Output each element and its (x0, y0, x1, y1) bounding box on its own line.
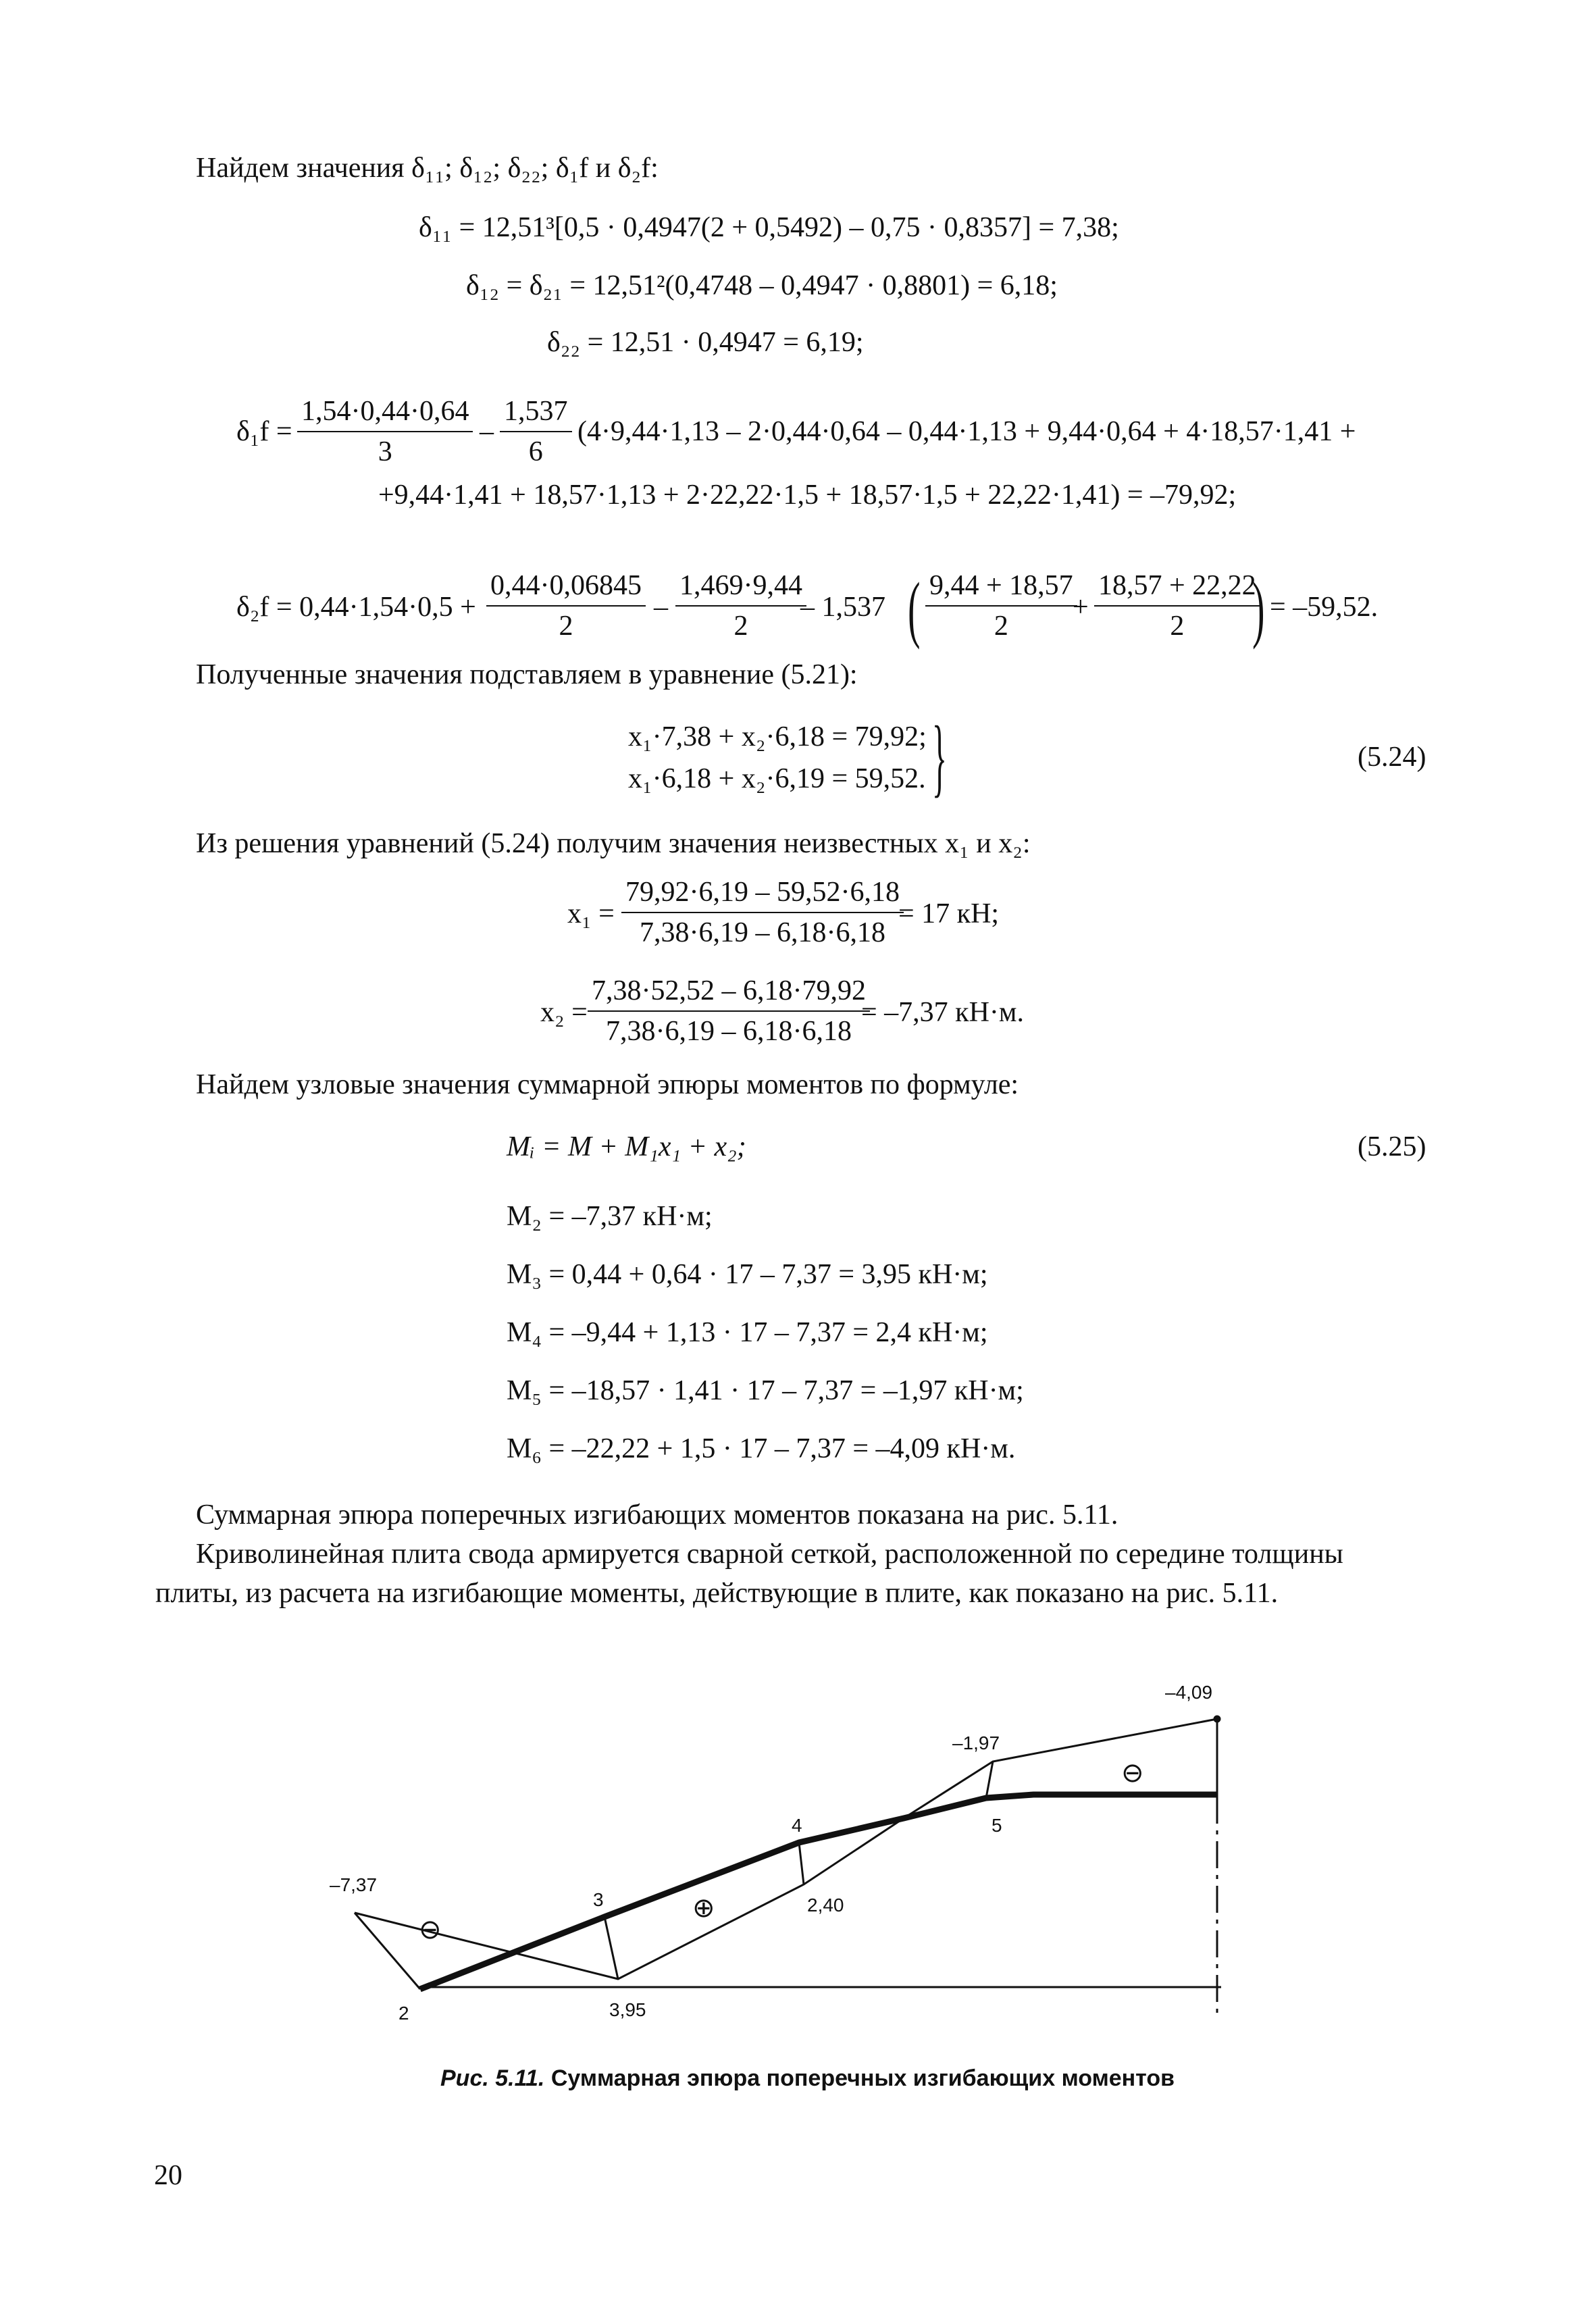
fraction-denominator: 6 (528, 436, 543, 467)
ordinate-3 (604, 1917, 618, 1979)
equation-delta-2f-mid: – 1,537 (800, 592, 885, 623)
plus-sign: + (1073, 592, 1089, 623)
left-paren: ( (908, 567, 921, 650)
paragraph-1: Суммарная эпюра поперечных изгибающих моментов показана на рис. 5.11. (196, 1499, 1118, 1531)
right-paren: ) (1252, 567, 1265, 650)
minus-sign: – (654, 592, 668, 623)
moment-m3: M₃ = 0,44 + 0,64 · 17 – 7,37 = 3,95 кН·м; (507, 1259, 988, 1290)
system-row-2: x₁·6,18 + x₂·6,19 = 59,52. (628, 763, 926, 794)
fraction-denominator: 7,38·6,19 – 6,18·6,18 (606, 1016, 852, 1047)
text-solve: Из решения уравнений (5.24) получим значения неизвестных x₁ и x₂: (196, 828, 1031, 859)
figure-number: Рис. 5.11. (440, 2065, 545, 2091)
label-m2: –7,37 (330, 1874, 378, 1895)
right-brace: } (932, 709, 947, 806)
paragraph-2-line-1: Криволинейная плита свода армируется сварной сеткой, расположенной по середине толщины (196, 1539, 1343, 1570)
label-m6: –4,09 (1165, 1682, 1213, 1703)
fraction-numerator: 1,469·9,44 (675, 571, 806, 607)
equation-delta-1f-tail: (4·9,44·1,13 – 2·0,44·0,64 – 0,44·1,13 + 9,44·0,64 + 4·18,57·1,41 + (577, 416, 1356, 447)
equation-delta-2f-result: = –59,52. (1270, 592, 1379, 623)
point-6 (1214, 1716, 1220, 1722)
moment-m2: M₂ = –7,37 кН·м; (507, 1201, 713, 1232)
fraction-numerator: 18,57 + 22,22 (1094, 571, 1260, 607)
system-row-1: x₁·7,38 + x₂·6,18 = 79,92; (628, 721, 927, 752)
node-3: 3 (593, 1889, 604, 1910)
plus-zone-icon: ⊕ (692, 1893, 715, 1923)
x1-lhs: x₁ = (567, 898, 615, 929)
fraction-numerator: 79,92·6,19 – 59,52·6,18 (621, 878, 904, 913)
ordinate-5 (986, 1762, 993, 1798)
fraction-numerator: 0,44·0,06845 (486, 571, 646, 607)
label-m3: 3,95 (609, 1999, 646, 2020)
equation-delta-2f-lhs: δ₂f = 0,44·1,54·0,5 + (236, 592, 476, 623)
x2-rhs: = –7,37 кН·м. (861, 997, 1024, 1028)
text-substitute: Полученные значения подставляем в уравнение (5.21): (196, 659, 858, 690)
label-m5: –1,97 (952, 1732, 1000, 1753)
moment-m6: M₆ = –22,22 + 1,5 · 17 – 7,37 = –4,09 кН·м. (507, 1433, 1016, 1464)
node-2: 2 (398, 2003, 409, 2024)
equation-delta-1f-lhs: δ₁f = (236, 416, 292, 447)
label-m4: 2,40 (807, 1895, 844, 1916)
figure-caption (440, 2065, 1175, 2092)
paragraph-2-line-2: плиты, из расчета на изгибающие моменты, действующие в плите, как показано на рис. 5.11. (155, 1578, 1279, 1609)
formula-5-25: Mᵢ = M + M₁x₁ + x₂; (507, 1131, 746, 1162)
equation-number-5-24: (5.24) (1358, 742, 1426, 773)
moment-m4: M₄ = –9,44 + 1,13 · 17 – 7,37 = 2,4 кН·м; (507, 1317, 988, 1348)
fraction-numerator: 1,54·0,44·0,64 (297, 397, 473, 432)
minus-zone-icon: ⊖ (1121, 1758, 1144, 1788)
x1-rhs: = 17 кН; (898, 898, 1000, 929)
moment-m5: M₅ = –18,57 · 1,41 · 17 – 7,37 = –1,97 кН·м; (507, 1375, 1024, 1406)
fraction-numerator: 7,38·52,52 – 6,18·79,92 (588, 977, 870, 1012)
text-nodes: Найдем узловые значения суммарной эпюры моментов по формуле: (196, 1069, 1019, 1100)
fraction-denominator: 3 (378, 436, 392, 467)
page-number: 20 (154, 2160, 182, 2191)
fraction-numerator: 1,537 (500, 397, 572, 432)
node-4: 4 (792, 1815, 802, 1836)
fraction-denominator: 2 (1170, 611, 1185, 642)
fraction-denominator: 2 (994, 611, 1008, 642)
figure-title: Суммарная эпюра поперечных изгибающих моментов (550, 2065, 1175, 2091)
fraction-denominator: 2 (733, 611, 748, 642)
equation-delta-12: δ₁₂ = δ₂₁ = 12,51²(0,4748 – 0,4947 · 0,8801) = 6,18; (466, 270, 1058, 301)
node-5: 5 (992, 1815, 1002, 1836)
fraction-denominator: 7,38·6,19 – 6,18·6,18 (640, 917, 885, 948)
envelope-left-edge (355, 1913, 420, 1989)
fraction-numerator: 9,44 + 18,57 (925, 571, 1077, 607)
intro-text: Найдем значения δ₁₁; δ₁₂; δ₂₂; δ₁f и δ₂f: (196, 153, 659, 184)
fraction-denominator: 2 (559, 611, 573, 642)
x2-lhs: x₂ = (540, 997, 588, 1028)
equation-delta-1f-line2: +9,44·1,41 + 18,57·1,13 + 2·22,22·1,5 + 18,57·1,5 + 22,22·1,41) = –79,92; (378, 480, 1237, 511)
minus-sign: – (480, 416, 494, 447)
equation-delta-22: δ₂₂ = 12,51 · 0,4947 = 6,19; (547, 327, 864, 358)
minus-zone-icon: ⊖ (419, 1915, 442, 1945)
equation-number-5-25: (5.25) (1358, 1131, 1426, 1162)
equation-delta-11: δ₁₁ = 12,51³[0,5 · 0,4947(2 + 0,5492) – 0,75 · 0,8357] = 7,38; (419, 212, 1119, 243)
ordinate-4 (799, 1843, 804, 1884)
